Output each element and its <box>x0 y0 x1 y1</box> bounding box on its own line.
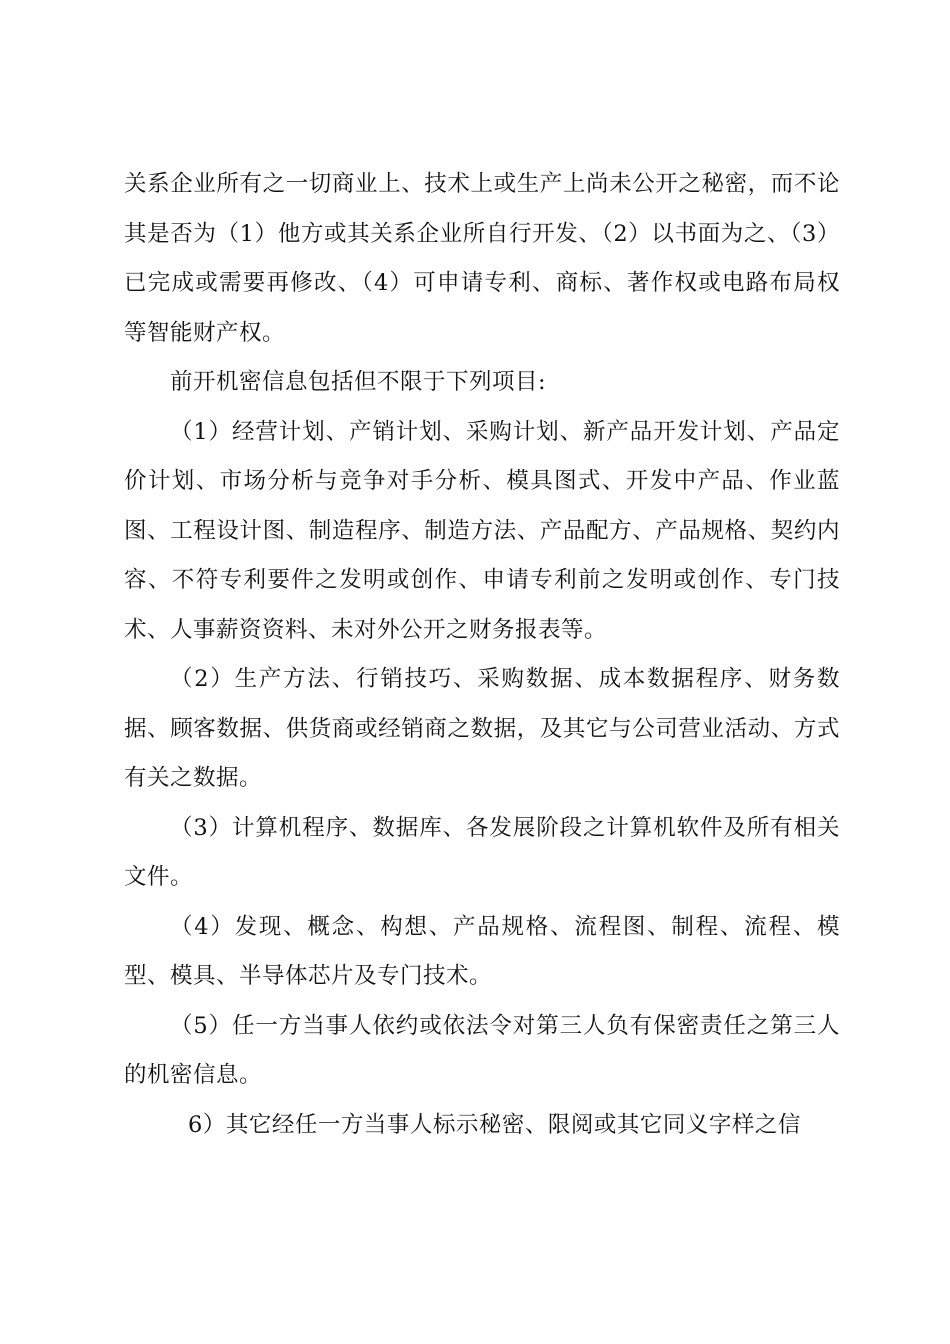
paragraph-item-2: （2）生产方法、行销技巧、采购数据、成本数据程序、财务数据、顾客数据、供货商或经销商之数据，及其它与公司营业活动、方式有关之数据。 <box>124 666 840 791</box>
paragraph-item-3: （3）计算机程序、数据库、各发展阶段之计算机软件及所有相关文件。 <box>124 814 840 890</box>
document-body <box>124 160 840 1150</box>
paragraph-item-5: （5）任一方当事人依约或依法令对第三人负有保密责任之第三人的机密信息。 <box>124 1012 840 1088</box>
paragraph-item-4: （4）发现、概念、构想、产品规格、流程图、制程、流程、模型、模具、半导体芯片及专门技术。 <box>124 913 840 989</box>
paragraph-item-6: 6）其它经任一方当事人标示秘密、限阅或其它同义字样之信 <box>188 1111 801 1138</box>
paragraph-item-1: （1）经营计划、产销计划、采购计划、新产品开发计划、产品定价计划、市场分析与竞争对手分析、模具图式、开发中产品、作业蓝图、工程设计图、制造程序、制造方法、产品配方、产品规格、契约内容、不符专利要件之发明或创作、申请专利前之发明或创作、专门技术、人事薪资资料、未对外公开之财务报表等。 <box>124 418 840 643</box>
paragraph-items-intro: 前开机密信息包括但不限于下列项目: <box>170 369 547 395</box>
paragraph-confidential-definition: 关系企业所有之一切商业上、技术上或生产上尚未公开之秘密，而不论其是否为（1）他方或其关系企业所自行开发、（2）以书面为之、（3）已完成或需要再修改、（4）可申请专利、商标、著作权或电路布局权等智能财产权。 <box>124 171 840 346</box>
